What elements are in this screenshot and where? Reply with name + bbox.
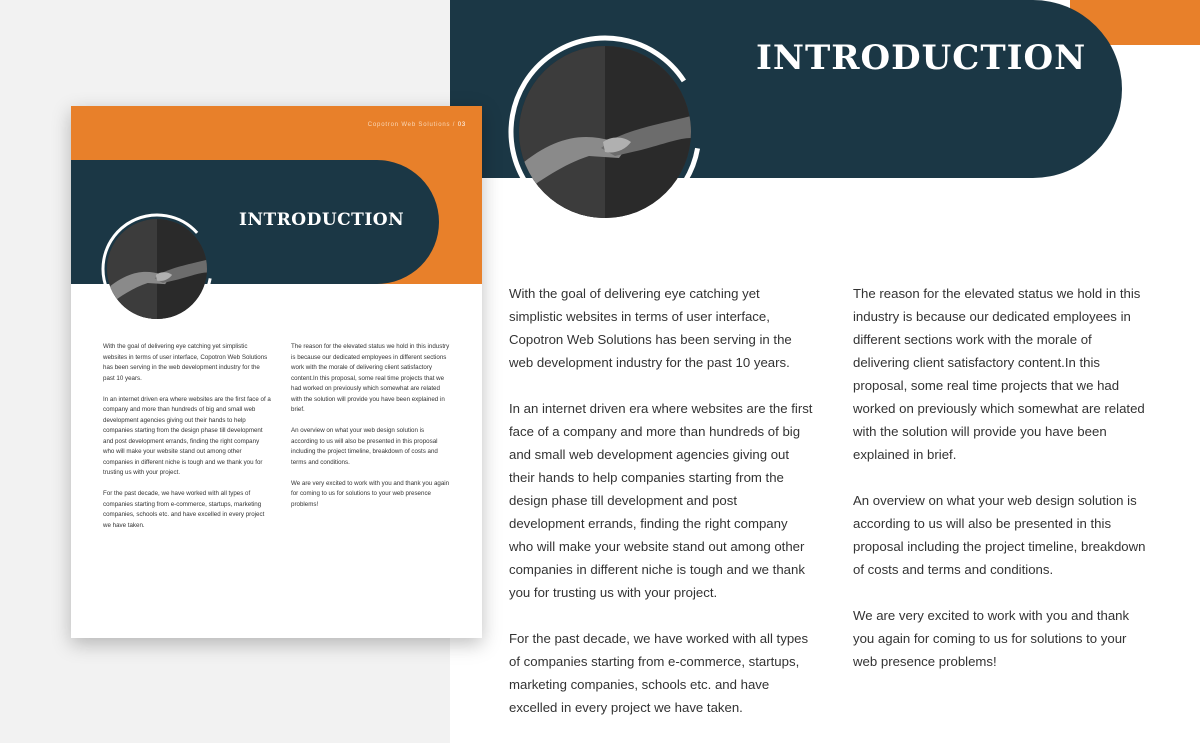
header-separator: / bbox=[452, 122, 456, 128]
paragraph: With the goal of delivering eye catching yet simplistic websites in terms of user interface, Copotron Web Solutions has been serving in the web development industry for the past 10 years. bbox=[103, 343, 268, 382]
handshake-photo bbox=[519, 46, 691, 218]
page-thumbnail bbox=[71, 106, 482, 638]
running-header bbox=[368, 122, 466, 128]
right-column bbox=[853, 282, 1151, 696]
paragraph: An overview on what your web design solution is according to us will also be presented in this proposal including the project timeline, breakdown of costs and terms and conditions. bbox=[853, 493, 1146, 577]
paragraph: For the past decade, we have worked with all types of companies starting from e-commerce, startups, marketing companies, schools etc. and have excelled in every project we have taken. bbox=[103, 490, 265, 529]
paragraph: We are very excited to work with you and thank you again for coming to us for solutions to your web presence problems! bbox=[291, 479, 450, 508]
page-title: INTRODUCTION bbox=[239, 210, 405, 230]
handshake-icon bbox=[519, 46, 691, 218]
paragraph: In an internet driven era where websites are the first face of a company and more than hundreds of big and small web development agencies giving out their hands to help companies starting from the design phase till development and post development errands, finding the right company who will make your website stand out among other companies in different niche is tough and we thank you for trusting us with your project. bbox=[509, 401, 813, 600]
zoomed-page bbox=[450, 0, 1200, 743]
left-column bbox=[103, 342, 271, 542]
photo-circle bbox=[101, 213, 213, 325]
paragraph: With the goal of delivering eye catching yet simplistic websites in terms of user interface, Copotron Web Solutions has been serving in the web development industry for the past 10 years. bbox=[509, 286, 792, 370]
left-column bbox=[509, 282, 815, 742]
company-name: Copotron Web Solutions bbox=[367, 122, 451, 128]
handshake-photo bbox=[107, 219, 207, 319]
handshake-icon bbox=[107, 219, 207, 319]
paragraph: The reason for the elevated status we hold in this industry is because our dedicated employees in different sections work with the morale of delivering client satisfactory content.In this proposal, some real time projects that we had worked on previously which somewhat are related with the solution will provide you have been explained in brief. bbox=[291, 343, 450, 413]
paragraph: An overview on what your web design solution is according to us will also be presented in this proposal including the project timeline, breakdown of costs and terms and conditions. bbox=[291, 427, 438, 466]
page-title: INTRODUCTION bbox=[756, 38, 1087, 78]
paragraph: For the past decade, we have worked with all types of companies starting from e-commerce, startups, marketing companies, schools etc. and have excelled in every project we have taken. bbox=[509, 631, 809, 715]
photo-circle bbox=[507, 34, 703, 230]
right-column bbox=[291, 342, 451, 521]
paragraph: The reason for the elevated status we hold in this industry is because our dedicated employees in different sections work with the morale of delivering client satisfactory content.In this proposal, some real time projects that we had worked on previously which somewhat are related with the solution will provide you have been explained in brief. bbox=[853, 286, 1145, 462]
paragraph: In an internet driven era where websites are the first face of a company and more than hundreds of big and small web development agencies giving out their hands to help companies starting from the design phase till development and post development errands, finding the right company who will make your website stand out among other companies in different niche is tough and we thank you for trusting us with your project. bbox=[103, 395, 271, 476]
paragraph: We are very excited to work with you and thank you again for coming to us for solutions to your web presence problems! bbox=[853, 608, 1130, 669]
page-number: 03 bbox=[457, 122, 466, 128]
